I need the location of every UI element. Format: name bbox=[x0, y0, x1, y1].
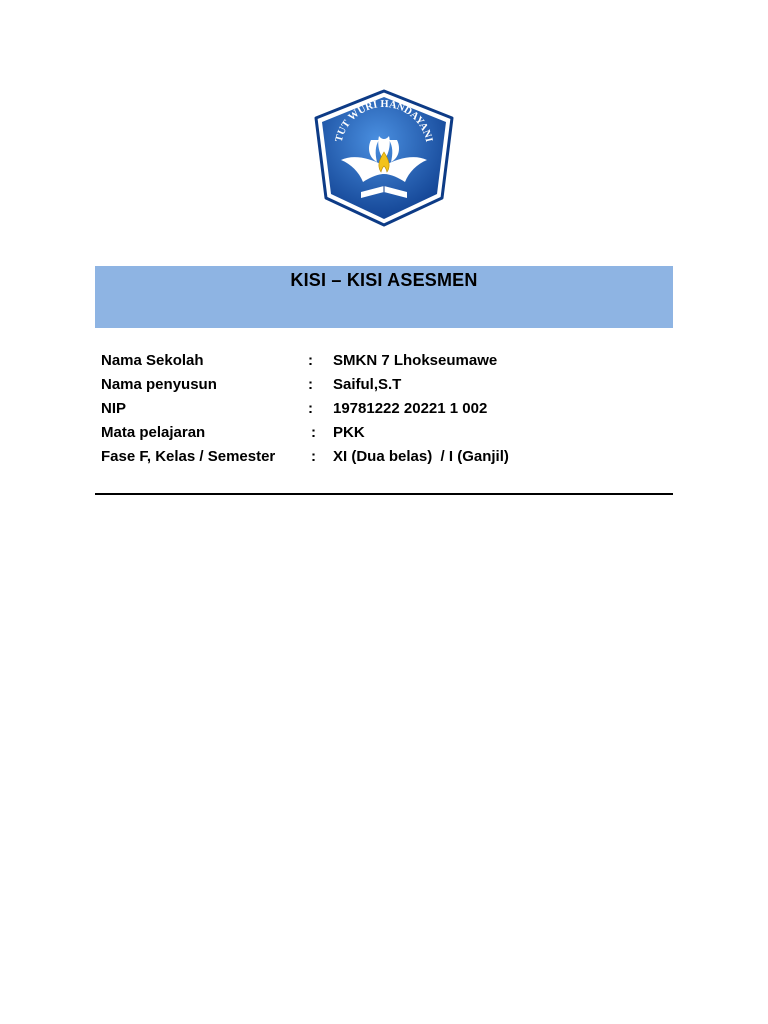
info-label: Nama Sekolah bbox=[101, 352, 204, 369]
info-table bbox=[101, 350, 661, 470]
divider-line bbox=[95, 493, 673, 495]
info-label: Nama penyusun bbox=[101, 376, 217, 393]
info-value: SMKN 7 Lhokseumawe bbox=[333, 352, 498, 369]
info-colon: : bbox=[311, 448, 316, 465]
info-label: NIP bbox=[101, 400, 127, 417]
page-title: KISI – KISI ASESMEN bbox=[290, 270, 478, 290]
info-label: Fase F, Kelas / Semester bbox=[101, 448, 276, 465]
info-colon: : bbox=[311, 424, 316, 441]
info-value: 19781222 20221 1 002 bbox=[333, 400, 488, 417]
info-value: PKK bbox=[333, 424, 365, 441]
logo-motto: TUT WURI HANDAYANI bbox=[333, 98, 435, 144]
header-banner bbox=[95, 266, 673, 328]
info-label: Mata pelajaran bbox=[101, 424, 206, 441]
info-row-school bbox=[101, 350, 661, 374]
info-row-phase bbox=[101, 446, 661, 470]
info-value: Saiful,S.T bbox=[333, 376, 402, 393]
info-row-author bbox=[101, 374, 661, 398]
info-colon: : bbox=[308, 352, 313, 369]
tut-wuri-handayani-logo bbox=[311, 88, 457, 228]
info-row-nip bbox=[101, 398, 661, 422]
info-value: XI (Dua belas) / I (Ganjil) bbox=[333, 448, 509, 465]
info-row-subject bbox=[101, 422, 661, 446]
info-colon: : bbox=[308, 376, 313, 393]
info-colon: : bbox=[308, 400, 313, 417]
